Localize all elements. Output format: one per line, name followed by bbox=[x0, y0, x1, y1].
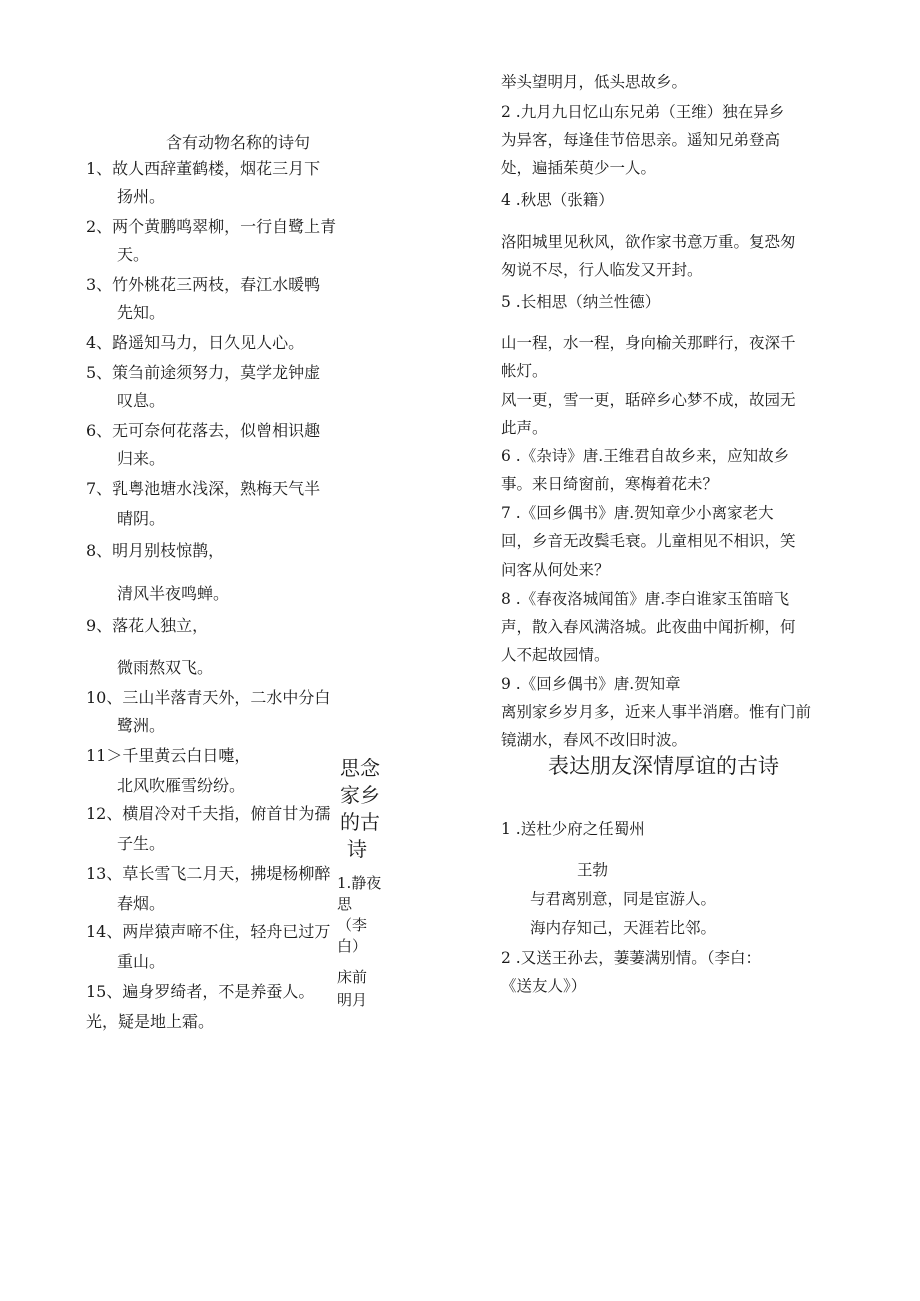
poem-line: 帐灯。 bbox=[501, 362, 548, 380]
poem-line: 12、横眉冷对千夫指，俯首甘为孺 bbox=[86, 804, 331, 823]
poem-line: 先知。 bbox=[117, 303, 166, 322]
poem-line: 9、落花人独立， bbox=[86, 616, 209, 635]
poem-line: 7、乳粤池塘水浅深，熟梅天气半 bbox=[86, 479, 321, 498]
poem-line: 扬州。 bbox=[117, 187, 166, 206]
poem-line: 事。来日绮窗前，寒梅着花未？ bbox=[501, 475, 719, 493]
poem-line: 山一程，水一程，身向榆关那畔行，夜深千 bbox=[501, 334, 796, 352]
poem-line: 8 .《春夜洛城闻笛》唐.李白谁家玉笛暗飞 bbox=[501, 590, 790, 608]
poem-line: 《送友人》） bbox=[501, 977, 587, 995]
right-section-title: 表达朋友深情厚谊的古诗 bbox=[548, 754, 779, 778]
poem-line: 2 .九月九日忆山东兄弟（王维）独在异乡 bbox=[501, 103, 785, 121]
poem-line: 匆说不尽，行人临发又开封。 bbox=[501, 261, 703, 279]
poem-line: 归来。 bbox=[117, 449, 166, 468]
middle-poem-line: 床前 bbox=[337, 968, 368, 986]
poem-line: 人不起故园情。 bbox=[501, 646, 610, 664]
poem-line: 6 .《杂诗》唐.王维君自故乡来，应知故乡 bbox=[501, 447, 790, 465]
poem-line: 洛阳城里见秋风，欲作家书意万重。复恐匆 bbox=[501, 233, 796, 251]
poem-line: 3、竹外桃花三两枝，春江水暖鸭 bbox=[86, 275, 321, 294]
poem-heading: 1 .送杜少府之任蜀州 bbox=[501, 820, 645, 838]
poem-line: 天。 bbox=[117, 245, 150, 264]
poem-line: 风一更，雪一更，聒碎乡心梦不成，故园无 bbox=[501, 391, 796, 409]
middle-poem-line: 思 bbox=[337, 895, 353, 913]
poem-line: 15、遍身罗绮者，不是养蚕人。 bbox=[86, 982, 315, 1001]
poem-line: 为异客，每逢佳节倍思亲。遥知兄弟登高 bbox=[501, 131, 781, 149]
poem-line: 1、故人西辞董鹤楼，烟花三月下 bbox=[86, 159, 321, 178]
middle-section-title-line: 的古 bbox=[340, 810, 380, 834]
poem-line: 处，遍插茱萸少一人。 bbox=[501, 159, 657, 177]
poem-line: 10、三山半落青天外，二水中分白 bbox=[86, 688, 331, 707]
poem-line: 举头望明月，低头思故乡。 bbox=[501, 73, 688, 91]
poem-line: 2 .又送王孙去，萋萋满别情。（李白： bbox=[501, 949, 761, 967]
poem-line: 清风半夜鸣蝉。 bbox=[117, 584, 230, 603]
middle-poem-line: 白） bbox=[337, 937, 368, 955]
poem-line: 问客从何处来？ bbox=[501, 561, 610, 579]
poem-line: 14、两岸猿声啼不住，轻舟已过万 bbox=[86, 922, 331, 941]
poem-line: 北风吹雁雪纷纷。 bbox=[117, 776, 246, 795]
poem-heading: 4 .秋思（张籍） bbox=[501, 191, 614, 209]
poem-line: 与君离别意，同是宦游人。 bbox=[530, 890, 717, 908]
poem-line: 声，散入春风满洛城。此夜曲中闻折柳，何 bbox=[501, 618, 796, 636]
poem-line: 微雨熬双飞。 bbox=[117, 658, 214, 677]
poem-line: 11＞千里黄云白日嚏， bbox=[86, 746, 251, 765]
poem-line: 叹息。 bbox=[117, 391, 166, 410]
poem-line: 4、路遥知马力，日久见人心。 bbox=[86, 333, 305, 352]
middle-section-title-line: 思念 bbox=[340, 756, 380, 780]
middle-poem-line: （李 bbox=[337, 916, 368, 934]
middle-section-title-line: 家乡 bbox=[340, 783, 380, 807]
poem-heading: 5 .长相思（纳兰性德） bbox=[501, 293, 661, 311]
poem-line: 5、策刍前途须努力，莫学龙钟虚 bbox=[86, 363, 321, 382]
poem-line: 7 .《回乡偶书》唐.贺知章少小离家老大 bbox=[501, 504, 774, 522]
poem-line: 晴阴。 bbox=[117, 509, 166, 528]
poem-line: 鹭洲。 bbox=[117, 716, 166, 735]
poem-line: 子生。 bbox=[117, 834, 166, 853]
poem-line: 9 .《回乡偶书》唐.贺知章 bbox=[501, 675, 681, 693]
poem-line: 镜湖水，春风不改旧时波。 bbox=[501, 731, 688, 749]
left-section-title: 含有动物名称的诗句 bbox=[166, 133, 311, 152]
middle-section-title-line: 诗 bbox=[347, 837, 367, 861]
poem-line: 13、草长雪飞二月天，拂堤杨柳醉 bbox=[86, 864, 331, 883]
poem-line: 光，疑是地上霜。 bbox=[86, 1012, 215, 1031]
poem-line: 此声。 bbox=[501, 419, 548, 437]
poem-line: 重山。 bbox=[117, 952, 166, 971]
poem-line: 离别家乡岁月多，近来人事半消磨。惟有门前 bbox=[501, 703, 812, 721]
poem-line: 回，乡音无改鬓毛衰。儿童相见不相识，笑 bbox=[501, 532, 796, 550]
poem-line: 6、无可奈何花落去，似曾相识趣 bbox=[86, 421, 321, 440]
middle-poem-line: 1.静夜 bbox=[337, 874, 382, 892]
poem-author: 王勃 bbox=[577, 861, 609, 879]
poem-line: 8、明月别枝惊鹊， bbox=[86, 541, 225, 560]
poem-line: 2、两个黄鹏鸣翠柳，一行自鹭上青 bbox=[86, 217, 337, 236]
poem-line: 春烟。 bbox=[117, 894, 166, 913]
poem-line: 海内存知己，天涯若比邻。 bbox=[530, 919, 717, 937]
middle-poem-line: 明月 bbox=[337, 991, 368, 1009]
